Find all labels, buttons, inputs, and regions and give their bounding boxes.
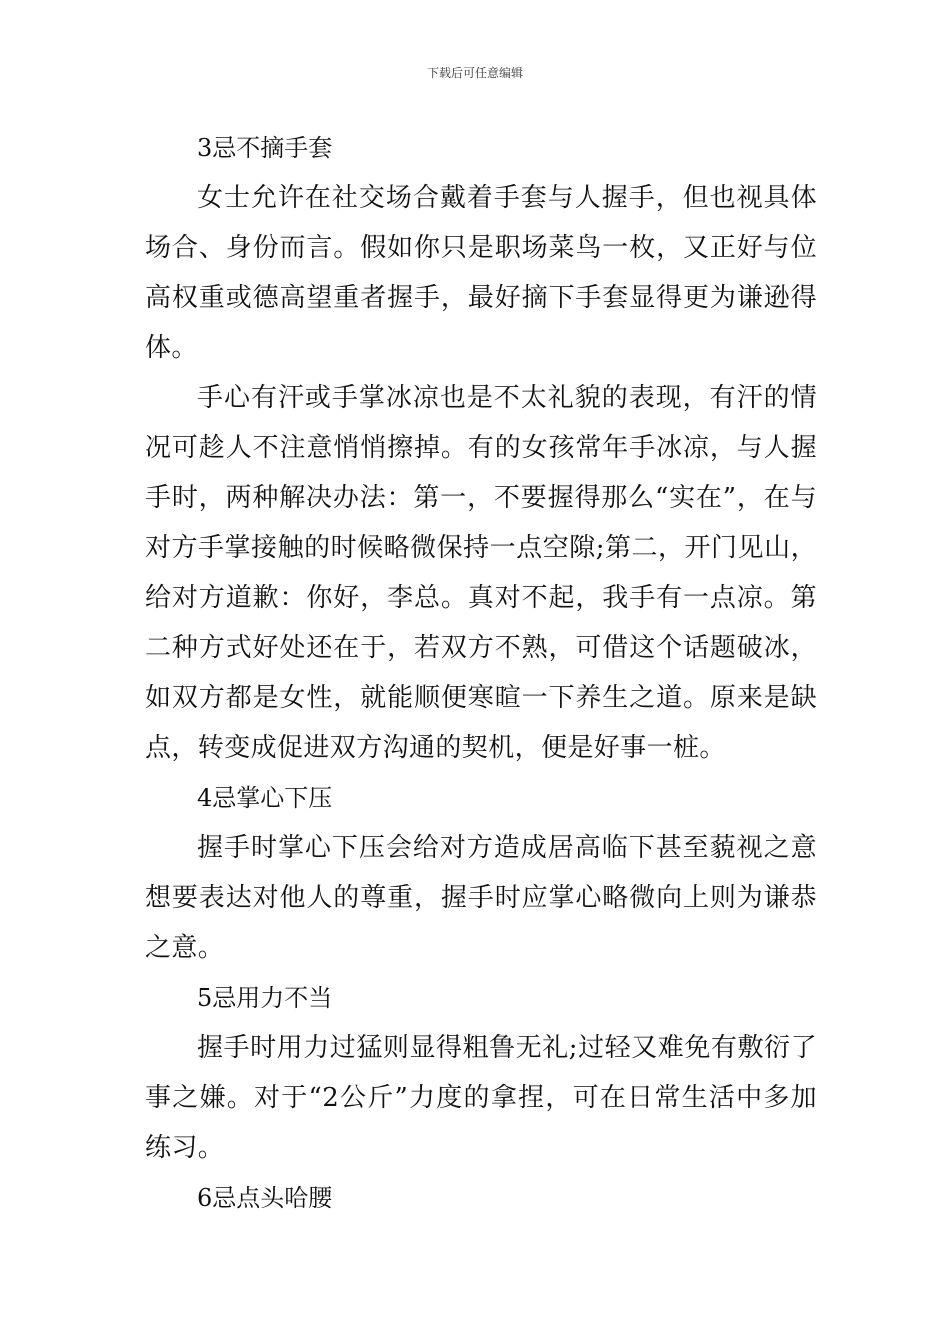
section-6-heading: 6忌点头哈腰: [197, 1184, 333, 1212]
section-3-paragraph-2: 手心有汗或手掌冰凉也是不太礼貌的表现，有汗的情况可趁人不注意悄悄擦掉。有的女孩常年手冰凉，与人握手时，两种解决办法：第一，不要握得那么“实在”，在与对方手掌接触的时候略微保持一点空隙;第二，开门见山，给对方道歉：你好，李总。真对不起，我手有一点凉。第二种方式好处还在于，若双方不熟，可借这个话题破冰，如双方都是女性，就能顺便寒暄一下养生之道。原来是缺点，转变成促进双方沟通的契机，便是好事一桩。: [145, 383, 817, 763]
document-body: [145, 123, 817, 1223]
section-5-heading: 5忌用力不当: [197, 984, 333, 1012]
section-3-heading: 3忌不摘手套: [197, 134, 333, 162]
section-5-paragraph-1: 握手时用力过猛则显得粗鲁无礼;过轻又难免有敷衍了事之嫌。对于“2公斤”力度的拿捏，可在日常生活中多加练习。: [145, 1033, 817, 1163]
section-4-heading: 4忌掌心下压: [197, 784, 333, 812]
section-3-paragraph-1: 女士允许在社交场合戴着手套与人握手，但也视具体场合、身份而言。假如你只是职场菜鸟一枚，又正好与位高权重或德高望重者握手，最好摘下手套显得更为谦逊得体。: [145, 183, 817, 363]
section-4-paragraph-1: 握手时掌心下压会给对方造成居高临下甚至藐视之意想要表达对他人的尊重，握手时应掌心略微向上则为谦恭之意。: [145, 833, 817, 963]
page-header: 下载后可任意编辑: [426, 66, 523, 80]
